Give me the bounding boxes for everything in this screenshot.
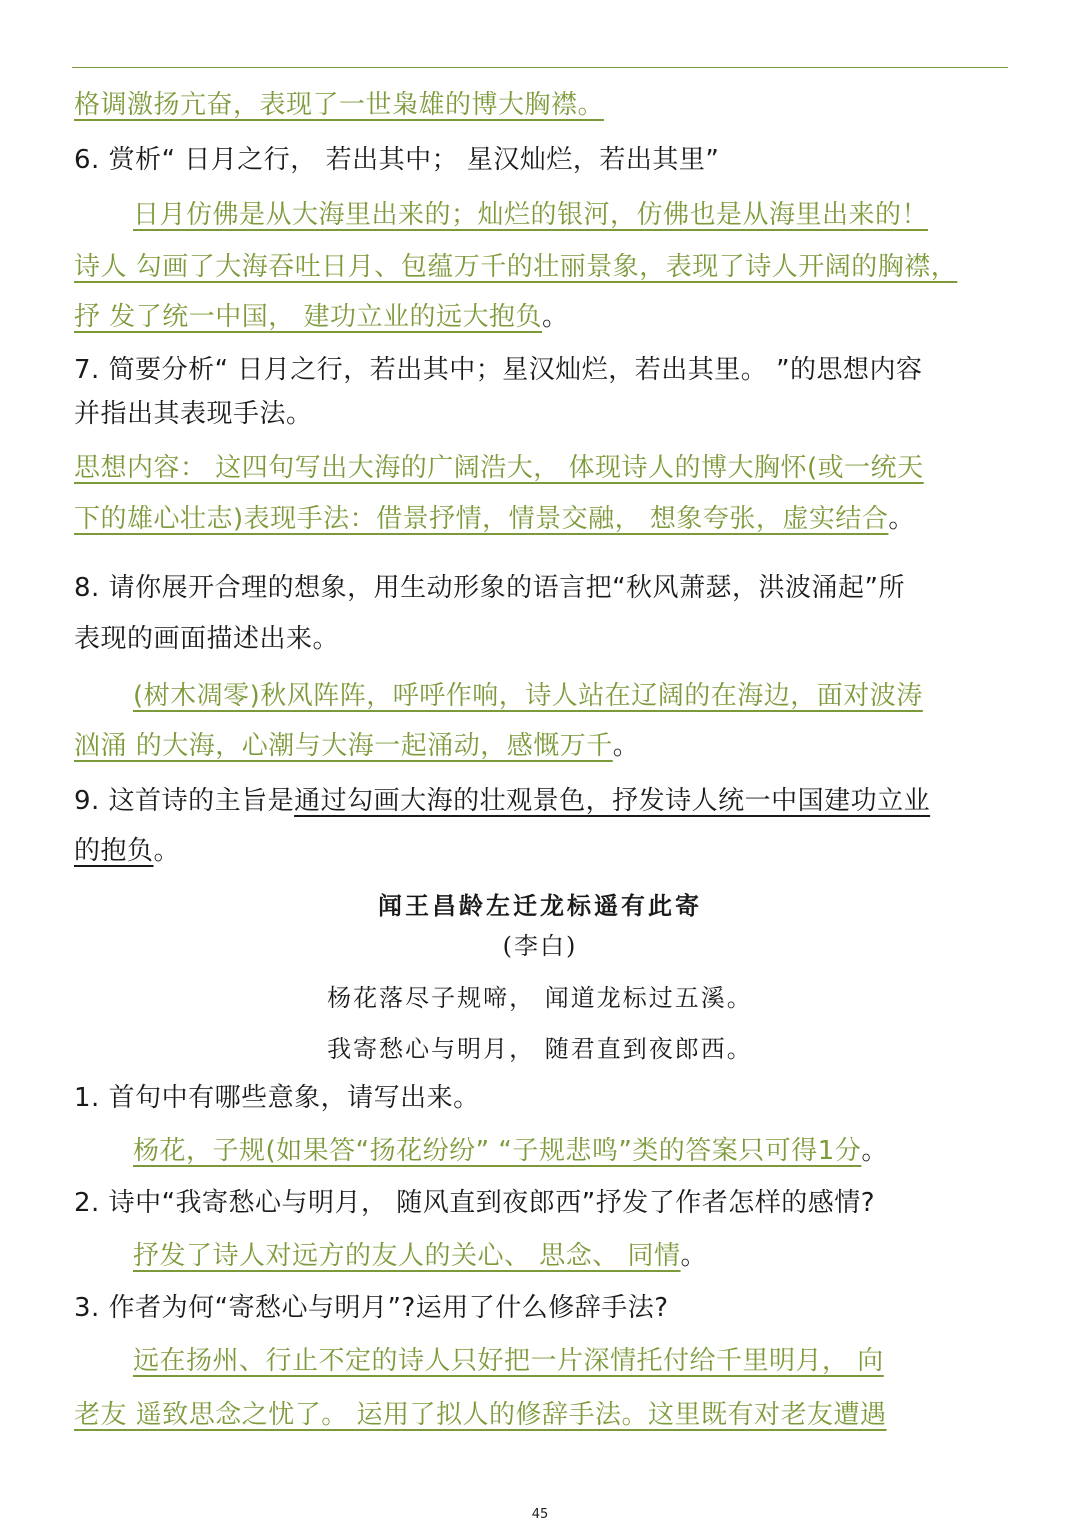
answer-8-line-2: 汹涌 的大海，心潮与大海一起涌动，感慨万千 <box>74 731 613 761</box>
question-8-line-2: 表现的画面描述出来。 <box>74 624 340 654</box>
answer-text: 格调激扬亢奋，表现了一世枭雄的博大胸襟。 <box>74 90 605 120</box>
answer-6-line-3-tail: 。 <box>542 302 569 332</box>
answer-7-line-1: 思想内容： 这四句写出大海的广阔浩大， 体现诗人的博大胸怀(或一统天 <box>74 453 924 483</box>
answer-6-line-3-wrap <box>74 300 569 334</box>
question-9-tail: 。 <box>153 836 181 866</box>
answer-7-line-2: 下的雄心壮志)表现手法：借景抒情，情景交融， 想象夸张，虚实结合 <box>74 504 889 534</box>
answer-6-line-3: 抒 发了统一中国， 建功立业的远大抱负 <box>74 302 543 332</box>
question-7-line-1: 7. 简要分析“ 日月之行，若出其中；星汉灿烂，若出其里。 ”的思想内容 <box>74 355 923 385</box>
question-9-line-1 <box>74 784 930 818</box>
answer-6-line-1: 日月仿佛是从大海里出来的；灿烂的银河，仿佛也是从海里出来的！ <box>133 200 929 230</box>
poem-answer-1-wrap <box>133 1134 888 1168</box>
answer-8-line-2-tail: 。 <box>612 731 640 761</box>
question-7-line-2: 并指出其表现手法。 <box>74 399 313 429</box>
poem-author: (李白) <box>502 932 578 960</box>
poem-question-1: 1. 首句中有哪些意象，请写出来。 <box>74 1083 480 1113</box>
question-9-answer-1: 通过勾画大海的壮观景色，抒发诗人统一中国建功立业 <box>294 786 931 816</box>
poem-answer-1-tail: 。 <box>861 1136 888 1166</box>
answer-6-line-2: 诗人 勾画了大海吞吐日月、包蕴万千的壮丽景象，表现了诗人开阔的胸襟， <box>74 252 958 282</box>
poem-answer-3-line-1: 远在扬州、行止不定的诗人只好把一片深情托付给千里明月， 向 <box>133 1346 884 1376</box>
poem-question-3: 3. 作者为何“寄愁心与明月”?运用了什么修辞手法? <box>74 1293 669 1323</box>
question-9-answer-2: 的抱负 <box>74 836 154 866</box>
poem-title: 闻王昌龄左迁龙标遥有此寄 <box>378 891 702 920</box>
poem-answer-2-tail: 。 <box>680 1241 708 1271</box>
page-number: 45 <box>531 1507 549 1522</box>
poem-line-1: 杨花落尽子规啼， 闻道龙标过五溪。 <box>327 984 753 1012</box>
poem-answer-3-line-2: 老友 遥致思念之忧了。 运用了拟人的修辞手法。这里既有对老友遭遇 <box>74 1400 887 1430</box>
top-rule <box>72 67 1008 68</box>
poem-question-2: 2. 诗中“我寄愁心与明月， 随风直到夜郎西”抒发了作者怎样的感情? <box>74 1188 876 1218</box>
answer-7-line-2-wrap <box>74 502 915 536</box>
poem-line-2: 我寄愁心与明月， 随君直到夜郎西。 <box>327 1035 753 1063</box>
poem-answer-1: 杨花，子规(如果答“扬花纷纷” “子规悲鸣”类的答案只可得1分 <box>133 1136 862 1166</box>
answer-7-line-2-tail: 。 <box>888 504 915 534</box>
question-6: 6. 赏析“ 日月之行， 若出其中； 星汉灿烂，若出其里” <box>74 145 720 175</box>
question-9-prefix: 9. 这首诗的主旨是 <box>74 786 295 816</box>
poem-answer-2-wrap <box>133 1239 707 1273</box>
poem-answer-2: 抒发了诗人对远方的友人的关心、 思念、 同情 <box>133 1241 681 1271</box>
answer-8-line-1: (树木凋零)秋风阵阵，呼呼作响，诗人站在辽阔的在海边，面对波涛 <box>133 681 923 711</box>
answer-8-line-2-wrap <box>74 729 639 763</box>
question-9-line-2 <box>74 834 180 868</box>
question-8-line-1: 8. 请你展开合理的想象，用生动形象的语言把“秋风萧瑟，洪波涌起”所 <box>74 573 906 603</box>
